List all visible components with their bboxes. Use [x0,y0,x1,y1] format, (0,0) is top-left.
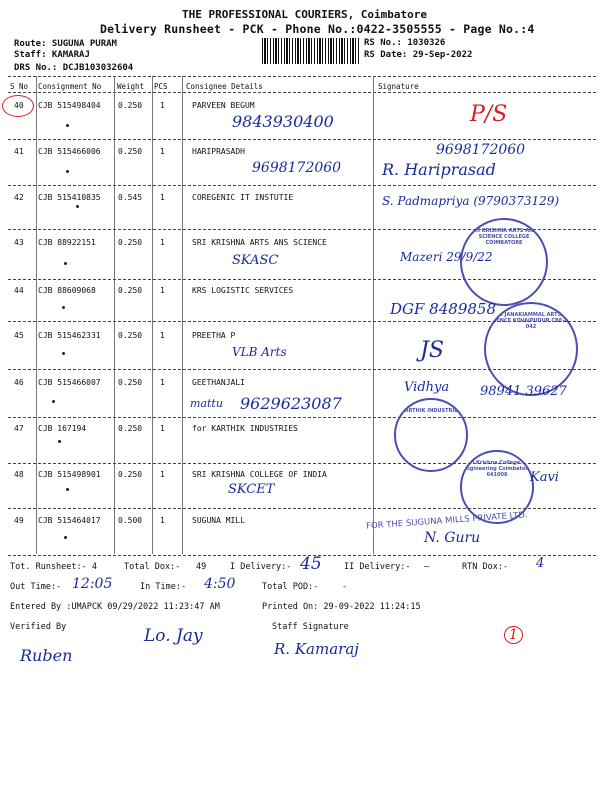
row-consignment: CJB 515410835 [38,193,101,202]
col-header-pcs: PCS [154,82,168,91]
college-seal: SRI KRISHNA ARTS AND SCIENCE COLLEGE COIMBATORE [460,218,548,306]
handwritten-note: SKCET [228,482,275,497]
row-sno: 45 [14,331,24,340]
row-pcs: 1 [160,147,165,156]
runsheet-subtitle: Delivery Runsheet - PCK - Phone No.:0422-3505555 - Page No.:4 [100,22,535,36]
total-pod-label: Total POD:- [262,582,319,592]
row-weight: 0.250 [118,378,143,387]
row-consignment: CJB 515462331 [38,331,101,340]
header-rule [8,92,596,93]
total-pod-value: - [342,582,348,592]
handwritten-signature: S. Padmapriya (9790373129) [382,194,560,208]
row-consignment: CJB 515498901 [38,470,101,479]
rs-date: RS Date: 29-Sep-2022 [364,50,473,60]
row-pcs: 1 [160,331,165,340]
row-consignee: KRS LOGISTIC SERVICES [192,286,294,295]
staff-signature: R. Kamaraj [274,640,359,658]
dot-mark [58,440,61,443]
red-circle-mark [2,95,34,117]
row-pcs: 1 [160,238,165,247]
rs-number: RS No.: 1030326 [364,38,446,48]
drs-number: DRS No.: DCJB103032604 [14,63,134,73]
row-weight: 0.250 [118,238,143,247]
col-header-weight: Weight [117,82,145,91]
row-consignment: CJB 167194 [38,424,87,433]
in-time-label: In Time:- [140,582,187,592]
row-weight: 0.250 [118,424,143,433]
handwritten-signature: JS [420,338,444,363]
row-consignee: PARVEEN BEGUM [192,101,255,110]
row-consignee: SRI KRISHNA ARTS ANS SCIENCE [192,238,327,247]
row-pcs: 1 [160,424,165,433]
row-pcs: 1 [160,516,165,525]
row-sno: 47 [14,424,24,433]
rtn-dox-value: 4 [536,556,545,571]
row-sno: 49 [14,516,24,525]
college-seal: Sri Krishna College of Engineering Coimbatore 641008 [460,450,534,524]
row-consignee: SRI KRISHNA COLLEGE OF INDIA [192,470,327,479]
dot-mark [62,352,65,355]
ii-delivery-label: II Delivery:- [344,562,411,572]
row-weight: 0.500 [118,516,143,525]
row-rule [8,369,596,370]
in-time-value: 4:50 [204,576,236,592]
verified-signature: Ruben [20,646,73,665]
total-dox-label: Total Dox:- [124,562,181,572]
dot-mark [52,400,55,403]
row-weight: 0.250 [118,147,143,156]
row-rule [8,279,596,280]
route: Route: SUGUNA PURAM [14,39,117,49]
row-consignee: HARIPRASADH [192,147,245,156]
handwritten-signature-phone: 9698172060 [436,142,526,158]
company-title: THE PROFESSIONAL COURIERS, Coimbatore [182,8,428,21]
row-rule [8,508,596,509]
row-sno: 43 [14,238,24,247]
red-circled-number: 1 [504,626,523,644]
college-seal: V.L.B. JANAKIAMMAL ARTS AND SCIENCE KOVAIPUDUR CBE-641 042 [484,302,578,396]
row-rule [8,139,596,140]
row-pcs: 1 [160,470,165,479]
row-pcs: 1 [160,101,165,110]
row-sno: 42 [14,193,24,202]
handwritten-note: SKASC [232,253,279,268]
row-sno: 40 [14,101,24,110]
out-time-value: 12:05 [72,576,113,592]
col-header-sno: S No [10,82,29,91]
handwritten-signature: P/S [470,102,508,127]
handwritten-phone: 9843930400 [232,112,334,131]
col-header-consignee: Consignee Details [186,82,263,91]
col-divider [114,76,115,554]
handwritten-signature: R. Hariprasad [382,160,496,179]
handwritten-phone: 9698172060 [252,160,342,176]
table-top-rule [8,76,596,77]
row-rule [8,321,596,322]
handwritten-signature: Kavi [530,470,559,485]
row-consignment: CJB 515498404 [38,101,101,110]
printed-on: Printed On: 29-09-2022 11:24:15 [262,602,421,612]
col-divider [152,76,153,554]
verified-signature-2: Lo. Jay [144,626,203,646]
dot-mark [64,262,67,265]
row-consignment: CJB 515466007 [38,378,101,387]
entered-by: Entered By :UMAPCK 09/29/2022 11:23:47 AM [10,602,220,612]
row-rule [8,417,596,418]
row-consignee: GEETHANJALI [192,378,245,387]
i-delivery-value: 45 [300,554,322,574]
handwritten-phone: 9629623087 [240,394,342,413]
dot-mark [66,170,69,173]
staff-signature-label: Staff Signature [272,622,349,632]
ii-delivery-value: — [424,562,430,572]
handwritten-note: VLB Arts [232,345,287,359]
total-runsheet: Tot. Runsheet:- 4 [10,562,97,572]
row-weight: 0.250 [118,470,143,479]
row-consignee: SUGUNA MILL [192,516,245,525]
verified-by-label: Verified By [10,622,67,632]
out-time-label: Out Time:- [10,582,62,592]
handwritten-signature-phone: 98941 39627 [480,384,567,399]
company-stamp-text: FOR THE SUGUNA MILLS PRIVATE LTD. [365,510,528,532]
col-header-consignment: Consignment No [38,82,102,91]
row-weight: 0.250 [118,101,143,110]
row-weight: 0.545 [118,193,143,202]
dot-mark [66,124,69,127]
row-rule [8,185,596,186]
row-sno: 41 [14,147,24,156]
handwritten-signature: N. Guru [424,530,481,546]
row-consignee: for KARTHIK INDUSTRIES [192,424,298,433]
row-pcs: 1 [160,378,165,387]
handwritten-note: mattu [190,397,223,410]
col-divider [182,76,183,554]
dot-mark [66,488,69,491]
handwritten-signature: Mazeri 29/9/22 [400,250,493,264]
rtn-dox-label: RTN Dox:- [462,562,509,572]
dot-mark [64,536,67,539]
row-pcs: 1 [160,193,165,202]
row-consignee: COREGENIC IT INSTUTIE [192,193,294,202]
row-sno: 44 [14,286,24,295]
col-header-signature: Signature [378,82,419,91]
row-consignee: PREETHA P [192,331,236,340]
col-divider [36,76,37,554]
row-sno: 48 [14,470,24,479]
company-seal: KARTHIK INDUSTRIES [394,398,468,472]
total-dox-value: 49 [196,562,207,572]
col-divider [373,76,374,554]
handwritten-signature: DGF 8489858 [390,300,496,318]
row-weight: 0.250 [118,331,143,340]
row-consignment: CJB 515464017 [38,516,101,525]
i-delivery-label: I Delivery:- [230,562,292,572]
staff: Staff: KAMARAJ [14,50,90,60]
row-consignment: CJB 515466006 [38,147,101,156]
row-sno: 46 [14,378,24,387]
row-consignment: CJB 88609068 [38,286,96,295]
dot-mark [62,306,65,309]
row-pcs: 1 [160,286,165,295]
dot-mark [76,205,79,208]
row-weight: 0.250 [118,286,143,295]
barcode [262,38,360,64]
handwritten-signature: Vidhya [404,380,450,395]
row-consignment: CJB 88922151 [38,238,96,247]
